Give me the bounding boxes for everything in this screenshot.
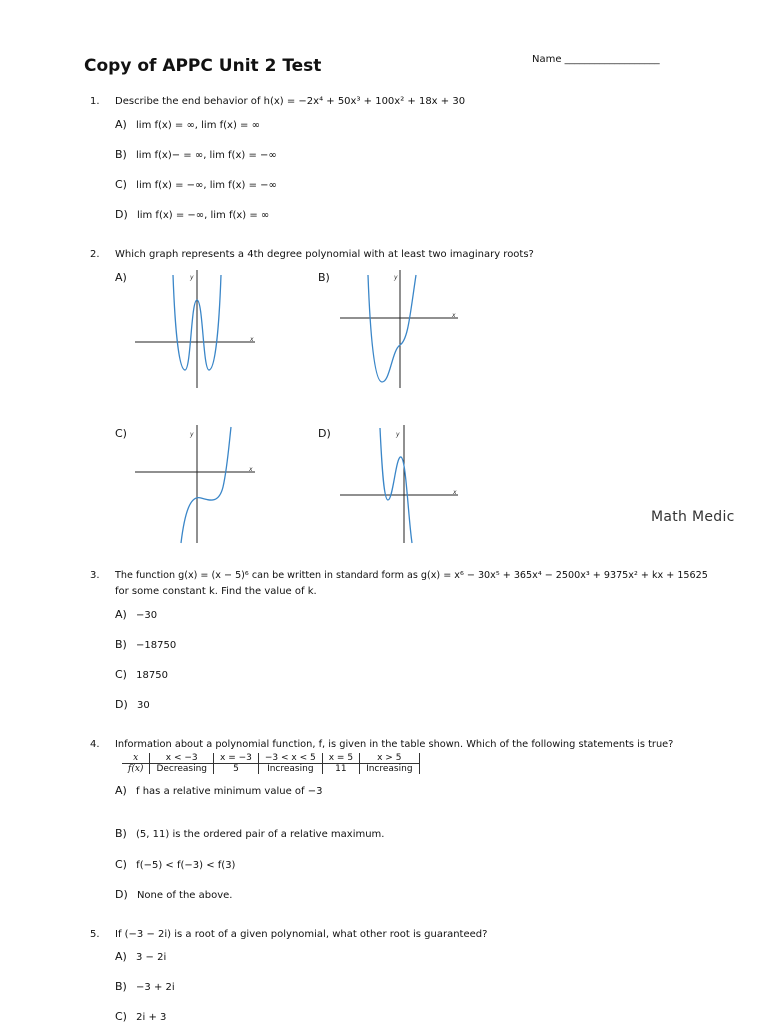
table-header-row	[122, 753, 419, 764]
option-letter: B)	[115, 638, 127, 651]
x-axis-label: x	[452, 312, 456, 319]
graph-b-label[interactable]: B)	[318, 271, 330, 284]
option-letter: B)	[115, 827, 127, 840]
x-axis-label: x	[250, 336, 254, 343]
option-letter: C)	[115, 858, 127, 871]
table-cell: x > 5	[360, 753, 419, 764]
brand-logo: Math Medic	[651, 509, 735, 525]
question-4-option-c[interactable]	[115, 858, 235, 871]
table-cell: Increasing	[360, 764, 419, 775]
table-cell: x = 5	[322, 753, 359, 764]
option-text: 30	[136, 700, 150, 711]
question-3-option-c[interactable]	[115, 668, 168, 681]
option-text: lim f(x) = −∞, lim f(x) = −∞	[136, 180, 277, 191]
question-4-number: 4.	[90, 739, 100, 750]
question-5-option-a[interactable]	[115, 950, 166, 963]
option-letter: C)	[115, 1010, 127, 1023]
x-axis-label: x	[453, 489, 457, 496]
name-field-label: Name ___________________	[532, 54, 660, 65]
option-text: −3 + 2i	[136, 982, 175, 993]
question-1-text: Describe the end behavior of h(x) = −2x⁴ + 50x³ + 100x² + 18x + 30	[115, 96, 466, 107]
table-cell: Increasing	[258, 764, 322, 775]
option-letter: C)	[115, 178, 127, 191]
option-text: (5, 11) is the ordered pair of a relative maximum.	[136, 829, 385, 840]
question-5-number: 5.	[90, 929, 100, 940]
question-1-option-a[interactable]	[115, 118, 260, 131]
graph-c[interactable]	[135, 425, 260, 545]
question-4-text: Information about a polynomial function, f, is given in the table shown. Which of the following statements is true?	[115, 739, 674, 750]
option-letter: B)	[115, 980, 127, 993]
graph-d-label[interactable]: D)	[318, 427, 331, 440]
table-cell: x < −3	[150, 753, 214, 764]
option-text: 18750	[136, 670, 168, 681]
table-cell: x = −3	[214, 753, 259, 764]
option-text: lim f(x)− = ∞, lim f(x) = −∞	[136, 150, 277, 161]
option-text: 2i + 3	[136, 1012, 167, 1023]
question-3-text-line1: The function g(x) = (x − 5)⁶ can be written in standard form as g(x) = x⁶ − 30x⁵ + 365x⁴ − 2500x³ + 9375x² + kx + 15625	[115, 570, 708, 581]
y-axis-label: y	[190, 274, 194, 281]
question-1-number: 1.	[90, 96, 100, 107]
question-3-text-line2: for some constant k. Find the value of k.	[115, 586, 317, 597]
graph-c-curve	[181, 427, 231, 543]
table-cell: Decreasing	[150, 764, 214, 775]
question-1-option-b[interactable]	[115, 148, 277, 161]
table-cell: −3 < x < 5	[258, 753, 322, 764]
table-cell: 5	[214, 764, 259, 775]
option-letter: D)	[115, 888, 128, 901]
graph-d-curve	[380, 428, 412, 543]
table-cell: f(x)	[128, 764, 144, 774]
option-letter: A)	[115, 608, 127, 621]
info-table	[122, 753, 420, 774]
table-cell: 11	[322, 764, 359, 775]
option-letter: A)	[115, 784, 127, 797]
option-letter: C)	[115, 668, 127, 681]
option-text: None of the above.	[136, 890, 233, 901]
x-axis-label: x	[249, 466, 253, 473]
y-axis-label: y	[396, 431, 400, 438]
question-3-option-b[interactable]	[115, 638, 176, 651]
option-text: lim f(x) = ∞, lim f(x) = ∞	[136, 120, 260, 131]
option-letter: A)	[115, 950, 127, 963]
graph-d[interactable]	[338, 425, 463, 545]
option-text: −30	[136, 610, 158, 621]
option-text: f(−5) < f(−3) < f(3)	[136, 860, 236, 871]
table-cell: x	[122, 753, 150, 764]
question-4-option-d[interactable]	[115, 888, 232, 901]
question-3-number: 3.	[90, 570, 100, 581]
info-table-wrapper	[122, 753, 420, 774]
question-5-option-b[interactable]	[115, 980, 175, 993]
option-letter: B)	[115, 148, 127, 161]
question-2-number: 2.	[90, 249, 100, 260]
graph-a-label[interactable]: A)	[115, 271, 127, 284]
option-text: 3 − 2i	[136, 952, 167, 963]
question-5-text: If (−3 − 2i) is a root of a given polynomial, what other root is guaranteed?	[115, 929, 488, 940]
question-4-option-a[interactable]	[115, 784, 322, 797]
question-4-option-b[interactable]	[115, 827, 384, 840]
question-2-text: Which graph represents a 4th degree polynomial with at least two imaginary roots?	[115, 249, 534, 260]
graph-a[interactable]	[135, 270, 260, 390]
question-1-option-c[interactable]	[115, 178, 277, 191]
option-text: −18750	[136, 640, 177, 651]
option-text: f has a relative minimum value of −3	[136, 786, 323, 797]
question-5-option-c[interactable]	[115, 1010, 166, 1023]
option-letter: D)	[115, 698, 128, 711]
y-axis-label: y	[190, 431, 194, 438]
y-axis-label: y	[394, 274, 398, 281]
table-row	[122, 764, 419, 775]
graph-b-curve	[368, 275, 416, 382]
graph-b[interactable]	[338, 270, 463, 390]
question-1-option-d[interactable]	[115, 208, 269, 221]
graph-c-label[interactable]: C)	[115, 427, 127, 440]
page-title: Copy of APPC Unit 2 Test	[84, 56, 322, 76]
question-3-option-a[interactable]	[115, 608, 157, 621]
question-3-option-d[interactable]	[115, 698, 150, 711]
option-text: lim f(x) = −∞, lim f(x) = ∞	[136, 210, 270, 221]
option-letter: A)	[115, 118, 127, 131]
option-letter: D)	[115, 208, 128, 221]
